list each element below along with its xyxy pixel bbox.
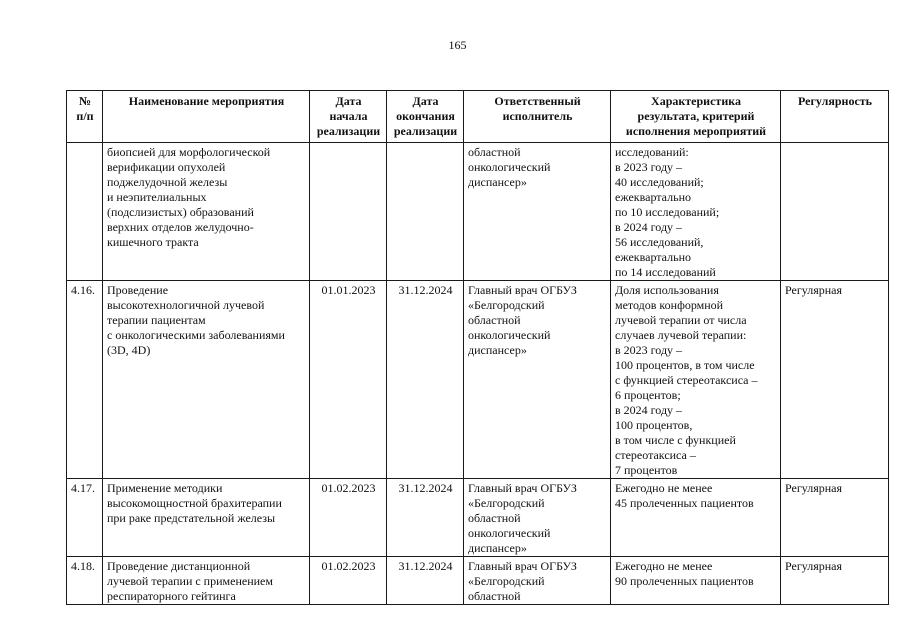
header-start-date: Дата начала реализации — [310, 91, 387, 143]
row-name: Применение методики высокомощностной брахитерапии при раке предстательной железы — [103, 479, 310, 557]
row-name: Проведение дистанционной лучевой терапии с применением респираторного гейтинга — [103, 557, 310, 605]
row-regularity: Регулярная — [781, 479, 889, 557]
row-start-date — [310, 143, 387, 281]
row-end-date: 31.12.2024 — [387, 479, 464, 557]
row-regularity: Регулярная — [781, 557, 889, 605]
table-row — [67, 557, 889, 605]
table-row — [67, 479, 889, 557]
row-criteria: Ежегодно не менее 45 пролеченных пациентов — [611, 479, 781, 557]
row-criteria: Доля использования методов конформной лучевой терапии от числа случаев лучевой терапии: в 2023 году – 100 процентов, в том числе с функцией стереотаксиса – 6 процентов; в 2024 году – 100 процентов, в том числе с функцией стереотаксиса – 7 процентов — [611, 281, 781, 479]
header-criteria: Характеристика результата, критерий исполнения мероприятий — [611, 91, 781, 143]
header-responsible: Ответственный исполнитель — [464, 91, 611, 143]
table-header-row — [67, 91, 889, 143]
row-responsible: Главный врач ОГБУЗ «Белгородский областной онкологический диспансер» — [464, 281, 611, 479]
row-regularity — [781, 143, 889, 281]
row-start-date: 01.01.2023 — [310, 281, 387, 479]
header-regularity: Регулярность — [781, 91, 889, 143]
row-num: 4.17. — [67, 479, 103, 557]
page-number: 165 — [448, 38, 467, 52]
row-start-date: 01.02.2023 — [310, 479, 387, 557]
table-row — [67, 281, 889, 479]
table-row — [67, 143, 889, 281]
row-responsible: Главный врач ОГБУЗ «Белгородский областной онкологический диспансер» — [464, 479, 611, 557]
header-end-date: Дата окончания реализации — [387, 91, 464, 143]
row-num: 4.16. — [67, 281, 103, 479]
row-end-date — [387, 143, 464, 281]
header-num: № п/п — [67, 91, 103, 143]
row-responsible: областной онкологический диспансер» — [464, 143, 611, 281]
row-criteria: Ежегодно не менее 90 пролеченных пациентов — [611, 557, 781, 605]
header-name: Наименование мероприятия — [103, 91, 310, 143]
row-num: 4.18. — [67, 557, 103, 605]
row-responsible: Главный врач ОГБУЗ «Белгородский областной — [464, 557, 611, 605]
row-num — [67, 143, 103, 281]
row-criteria: исследований: в 2023 году – 40 исследований; ежеквартально по 10 исследований; в 2024 году – 56 исследований, ежеквартально по 14 исследований — [611, 143, 781, 281]
row-end-date: 31.12.2024 — [387, 557, 464, 605]
row-name: Проведение высокотехнологичной лучевой терапии пациентам с онкологическими заболеваниями (3D, 4D) — [103, 281, 310, 479]
row-name: биопсией для морфологической верификации опухолей поджелудочной железы и неэпителиальных (подслизистых) образований верхних отделов желудочно- кишечного тракта — [103, 143, 310, 281]
row-end-date: 31.12.2024 — [387, 281, 464, 479]
activities-table — [66, 90, 889, 605]
row-start-date: 01.02.2023 — [310, 557, 387, 605]
row-regularity: Регулярная — [781, 281, 889, 479]
